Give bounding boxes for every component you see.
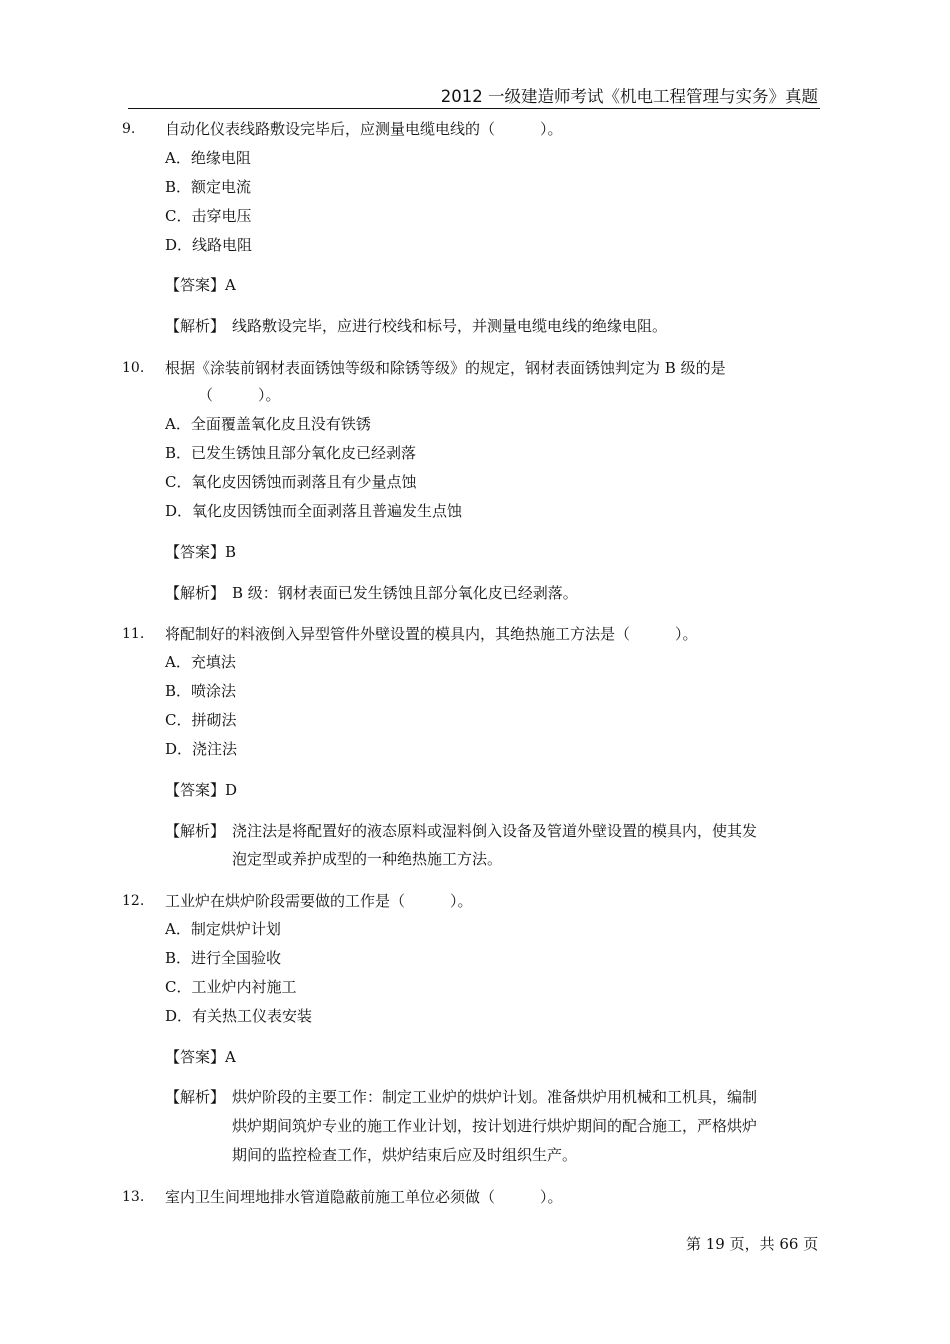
question-stem: 根据《涂装前钢材表面锈蚀等级和除锈等级》的规定，钢材表面锈蚀判定为 B 级的是 [165,359,726,377]
option-d: D．氧化皮因锈蚀而全面剥落且普遍发生点蚀 [165,502,463,520]
option-c: C．击穿电压 [165,207,252,225]
question-number: 9. [122,121,136,137]
analysis-label: 【解析】 [165,317,226,335]
option-d: D．浇注法 [165,740,238,758]
question-number: 13. [122,1189,145,1205]
option-b: B．喷涂法 [165,682,237,700]
analysis-text: 泡定型或养护成型的一种绝热施工方法。 [232,850,503,868]
analysis-label: 【解析】 [165,584,226,602]
document-title: 2012 一级建造师考试《机电工程管理与实务》真题 [440,87,818,106]
option-d: D．有关热工仪表安装 [165,1007,313,1025]
question-stem: 将配制好的料液倒入异型管件外壁设置的模具内，其绝热施工方法是（ ）。 [165,625,698,643]
analysis-text: 线路敷设完毕，应进行校线和标号，并测量电缆电线的绝缘电阻。 [232,317,668,335]
option-b: B．额定电流 [165,178,252,196]
answer: 【答案】A [165,276,236,294]
question-number: 12. [122,893,145,909]
question-stem-cont: （ ）。 [198,386,281,404]
analysis-label: 【解析】 [165,822,226,840]
answer: 【答案】D [165,781,238,799]
page-number: 第 19 页，共 66 页 [686,1235,819,1253]
question-stem: 室内卫生间埋地排水管道隐蔽前施工单位必须做（ ）。 [165,1188,563,1206]
option-b: B．已发生锈蚀且部分氧化皮已经剥落 [165,444,417,462]
question-stem: 工业炉在烘炉阶段需要做的工作是（ ）。 [165,892,473,910]
option-b: B．进行全国验收 [165,949,282,967]
analysis-text: B 级：钢材表面已发生锈蚀且部分氧化皮已经剥落。 [232,584,578,602]
option-a: A．制定烘炉计划 [165,920,281,938]
analysis-text: 烘炉期间筑炉专业的施工作业计划，按计划进行烘炉期间的配合施工，严格烘炉 [232,1117,758,1135]
option-d: D．线路电阻 [165,236,253,254]
option-c: C．氧化皮因锈蚀而剥落且有少量点蚀 [165,473,417,491]
page-header [128,82,820,109]
option-a: A．充填法 [165,653,236,671]
option-a: A．全面覆盖氧化皮且没有铁锈 [165,415,371,433]
answer: 【答案】B [165,543,237,561]
option-a: A．绝缘电阻 [165,149,251,167]
analysis-text: 期间的监控检查工作，烘炉结束后应及时组织生产。 [232,1146,578,1164]
option-c: C．拼砌法 [165,711,237,729]
option-c: C．工业炉内衬施工 [165,978,297,996]
question-stem: 自动化仪表线路敷设完毕后，应测量电缆电线的（ ）。 [165,120,563,138]
answer: 【答案】A [165,1048,236,1066]
analysis-text: 烘炉阶段的主要工作：制定工业炉的烘炉计划。准备烘炉用机械和工机具，编制 [232,1088,758,1106]
question-number: 10. [122,360,145,376]
analysis-text: 浇注法是将配置好的液态原料或湿料倒入设备及管道外壁设置的模具内，使其发 [232,822,758,840]
analysis-label: 【解析】 [165,1088,226,1106]
question-number: 11. [122,626,145,642]
